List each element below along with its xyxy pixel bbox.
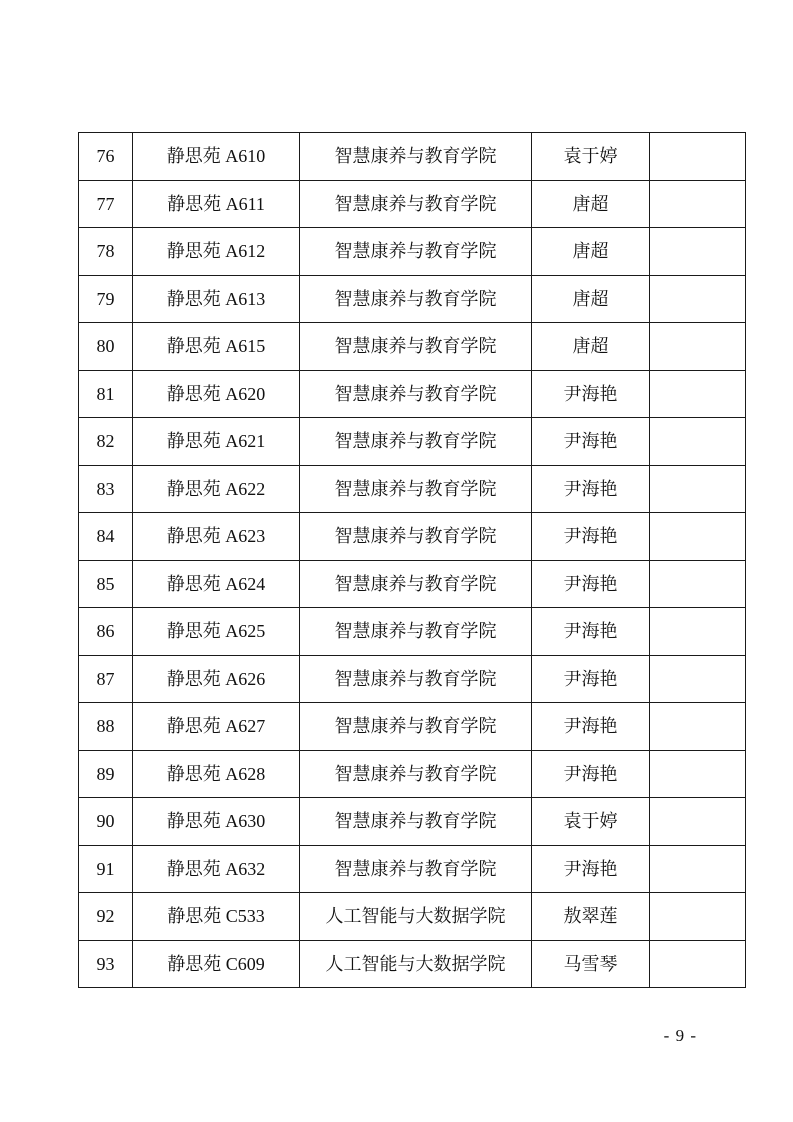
table-row: [79, 845, 746, 893]
row-number-cell: 81: [79, 370, 133, 418]
room-cell: 静思苑 A621: [133, 418, 300, 466]
row-number-cell: 88: [79, 703, 133, 751]
person-in-charge-cell: 尹海艳: [532, 513, 650, 561]
remark-cell: [650, 655, 746, 703]
room-cell: 静思苑 A620: [133, 370, 300, 418]
room-cell: 静思苑 A613: [133, 275, 300, 323]
college-cell: 智慧康养与教育学院: [300, 133, 532, 181]
remark-cell: [650, 465, 746, 513]
person-in-charge-cell: 尹海艳: [532, 418, 650, 466]
person-in-charge-cell: 尹海艳: [532, 845, 650, 893]
row-number-cell: 79: [79, 275, 133, 323]
college-cell: 智慧康养与教育学院: [300, 465, 532, 513]
row-number-cell: 86: [79, 608, 133, 656]
remark-cell: [650, 798, 746, 846]
person-in-charge-cell: 敖翠莲: [532, 893, 650, 941]
person-in-charge-cell: 尹海艳: [532, 560, 650, 608]
remark-cell: [650, 228, 746, 276]
table-row: [79, 465, 746, 513]
remark-cell: [650, 418, 746, 466]
college-cell: 智慧康养与教育学院: [300, 275, 532, 323]
room-cell: 静思苑 A624: [133, 560, 300, 608]
room-cell: 静思苑 A612: [133, 228, 300, 276]
person-in-charge-cell: 尹海艳: [532, 465, 650, 513]
remark-cell: [650, 893, 746, 941]
remark-cell: [650, 275, 746, 323]
college-cell: 智慧康养与教育学院: [300, 560, 532, 608]
person-in-charge-cell: 尹海艳: [532, 703, 650, 751]
college-cell: 人工智能与大数据学院: [300, 940, 532, 988]
remark-cell: [650, 703, 746, 751]
person-in-charge-cell: 尹海艳: [532, 608, 650, 656]
person-in-charge-cell: 袁于婷: [532, 133, 650, 181]
room-cell: 静思苑 C533: [133, 893, 300, 941]
room-cell: 静思苑 A611: [133, 180, 300, 228]
table-row: [79, 940, 746, 988]
table-row: [79, 323, 746, 371]
room-cell: 静思苑 A628: [133, 750, 300, 798]
room-cell: 静思苑 A627: [133, 703, 300, 751]
room-cell: 静思苑 C609: [133, 940, 300, 988]
person-in-charge-cell: 尹海艳: [532, 750, 650, 798]
college-cell: 智慧康养与教育学院: [300, 228, 532, 276]
college-cell: 智慧康养与教育学院: [300, 370, 532, 418]
remark-cell: [650, 513, 746, 561]
college-cell: 智慧康养与教育学院: [300, 845, 532, 893]
row-number-cell: 90: [79, 798, 133, 846]
college-cell: 智慧康养与教育学院: [300, 180, 532, 228]
row-number-cell: 83: [79, 465, 133, 513]
table-row: [79, 750, 746, 798]
room-cell: 静思苑 A632: [133, 845, 300, 893]
table-row: [79, 180, 746, 228]
row-number-cell: 82: [79, 418, 133, 466]
row-number-cell: 77: [79, 180, 133, 228]
college-cell: 智慧康养与教育学院: [300, 608, 532, 656]
room-cell: 静思苑 A626: [133, 655, 300, 703]
person-in-charge-cell: 唐超: [532, 323, 650, 371]
person-in-charge-cell: 唐超: [532, 275, 650, 323]
college-cell: 智慧康养与教育学院: [300, 750, 532, 798]
remark-cell: [650, 845, 746, 893]
page-number: - 9 -: [663, 1026, 697, 1045]
table-row: [79, 608, 746, 656]
row-number-cell: 89: [79, 750, 133, 798]
row-number-cell: 84: [79, 513, 133, 561]
person-in-charge-cell: 尹海艳: [532, 370, 650, 418]
table-row: [79, 703, 746, 751]
row-number-cell: 85: [79, 560, 133, 608]
room-cell: 静思苑 A623: [133, 513, 300, 561]
remark-cell: [650, 133, 746, 181]
remark-cell: [650, 750, 746, 798]
person-in-charge-cell: 尹海艳: [532, 655, 650, 703]
table-row: [79, 133, 746, 181]
roster-table-body: [79, 133, 746, 988]
remark-cell: [650, 323, 746, 371]
college-cell: 智慧康养与教育学院: [300, 418, 532, 466]
person-in-charge-cell: 马雪琴: [532, 940, 650, 988]
room-cell: 静思苑 A610: [133, 133, 300, 181]
row-number-cell: 87: [79, 655, 133, 703]
table-row: [79, 370, 746, 418]
row-number-cell: 76: [79, 133, 133, 181]
college-cell: 智慧康养与教育学院: [300, 798, 532, 846]
remark-cell: [650, 180, 746, 228]
table-row: [79, 893, 746, 941]
college-cell: 智慧康养与教育学院: [300, 703, 532, 751]
remark-cell: [650, 940, 746, 988]
college-cell: 人工智能与大数据学院: [300, 893, 532, 941]
row-number-cell: 80: [79, 323, 133, 371]
room-cell: 静思苑 A625: [133, 608, 300, 656]
college-cell: 智慧康养与教育学院: [300, 655, 532, 703]
person-in-charge-cell: 唐超: [532, 228, 650, 276]
remark-cell: [650, 560, 746, 608]
room-cell: 静思苑 A630: [133, 798, 300, 846]
room-cell: 静思苑 A622: [133, 465, 300, 513]
row-number-cell: 78: [79, 228, 133, 276]
remark-cell: [650, 370, 746, 418]
table-row: [79, 560, 746, 608]
college-cell: 智慧康养与教育学院: [300, 323, 532, 371]
table-row: [79, 513, 746, 561]
table-row: [79, 228, 746, 276]
table-row: [79, 275, 746, 323]
table-row: [79, 655, 746, 703]
person-in-charge-cell: 袁于婷: [532, 798, 650, 846]
dormitory-roster-table: [78, 132, 746, 988]
row-number-cell: 93: [79, 940, 133, 988]
room-cell: 静思苑 A615: [133, 323, 300, 371]
table-row: [79, 418, 746, 466]
row-number-cell: 92: [79, 893, 133, 941]
college-cell: 智慧康养与教育学院: [300, 513, 532, 561]
person-in-charge-cell: 唐超: [532, 180, 650, 228]
table-row: [79, 798, 746, 846]
row-number-cell: 91: [79, 845, 133, 893]
remark-cell: [650, 608, 746, 656]
